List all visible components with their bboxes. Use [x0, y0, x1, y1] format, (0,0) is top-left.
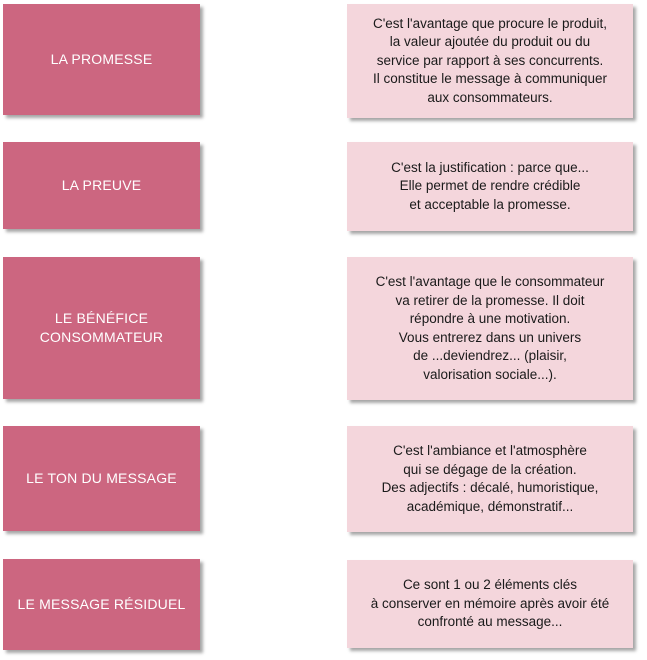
label-ton: LE TON DU MESSAGE: [26, 470, 177, 486]
label-box-ton: [3, 426, 200, 531]
label-box-promesse: [3, 4, 200, 115]
desc-box-ton: [347, 426, 633, 532]
desc-residuel: Ce sont 1 ou 2 éléments clés à conserver en mémoire après avoir été confronté au message...: [370, 577, 610, 630]
desc-box-promesse: [347, 4, 633, 118]
desc-box-benefice: [347, 257, 633, 400]
label-box-residuel: [3, 559, 200, 650]
label-preuve: LA PREUVE: [61, 177, 142, 193]
desc-ton: C'est l'ambiance et l'atmosphère qui se dégage de la création. Des adjectifs : décalé, humoristique, académique, démonstratif...: [381, 443, 599, 514]
label-benefice: LE BÉNÉFICE CONSOMMATEUR: [39, 310, 164, 345]
label-box-preuve: [3, 142, 200, 229]
label-promesse: LA PROMESSE: [50, 51, 153, 67]
desc-promesse: C'est l'avantage que procure le produit, la valeur ajoutée du produit ou du service par rapport à ses concurrents. Il constitue le message à communiquer aux consommateurs.: [372, 15, 608, 105]
label-residuel: LE MESSAGE RÉSIDUEL: [17, 596, 186, 612]
label-box-benefice: [3, 257, 200, 399]
desc-box-residuel: [347, 560, 633, 648]
desc-box-preuve: [347, 142, 633, 231]
desc-benefice: C'est l'avantage que le consommateur va retirer de la promesse. Il doit répondre à une motivation. Vous entrerez dans un univers de ...deviendrez... (plaisir, valorisation sociale...).: [375, 274, 605, 382]
desc-preuve: C'est la justification : parce que... Elle permet de rendre crédible et acceptable la promesse.: [391, 159, 589, 212]
